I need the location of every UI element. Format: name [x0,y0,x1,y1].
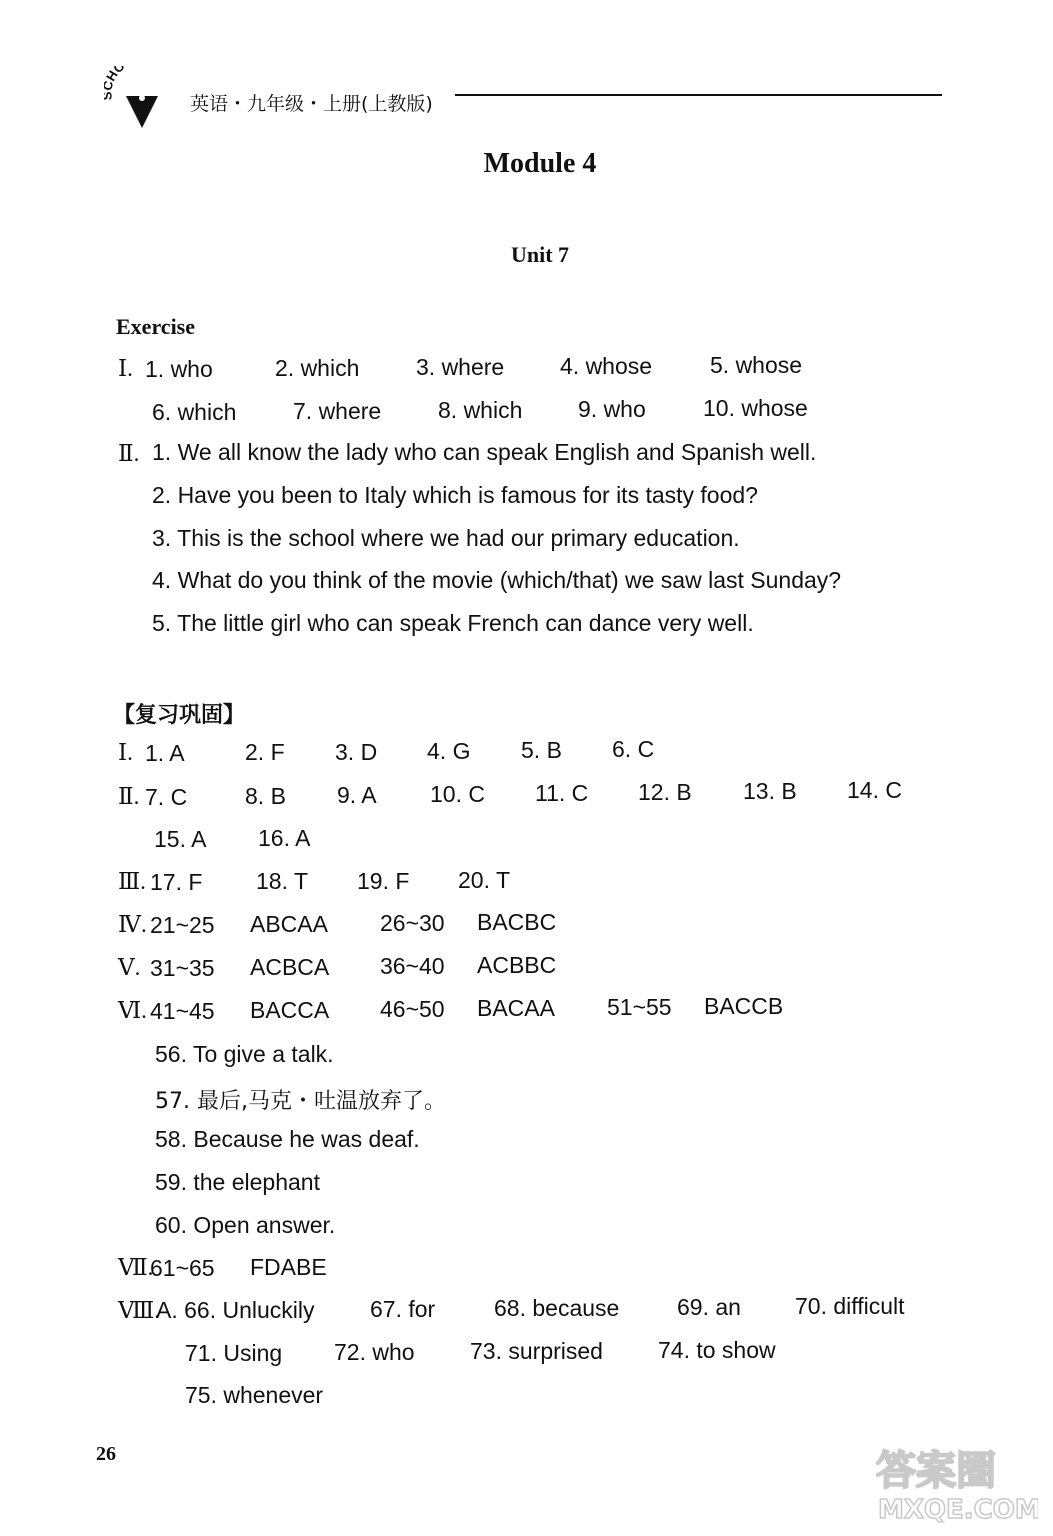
review-answer: 75. whenever [185,1382,324,1408]
review-answer: 14. C [847,777,902,803]
review-answer: ABCAA [250,911,328,937]
review-answer: ACBCA [250,954,330,980]
exercise-sentence: 1. We all know the lady who can speak English and Spanish well. [152,439,817,465]
exercise-part1-numeral: Ⅰ. [118,356,133,381]
review-answer: 72. who [334,1339,415,1365]
exercise-sentence: 2. Have you been to Italy which is famous for its tasty food? [152,482,758,508]
review-answer: 7. C [145,784,188,810]
exercise-answer: 7. where [293,398,382,424]
review-part6-numeral: Ⅵ. [118,998,147,1023]
review-range: 26~30 [380,910,445,936]
review-written-answer: 59. the elephant [155,1169,320,1195]
review-part2-numeral: Ⅱ. [118,784,140,809]
review-answer: ACBBC [477,952,557,978]
review-answer: 73. surprised [470,1338,603,1364]
svg-text:SCHOOL [104,66,143,101]
review-written-answer: 60. Open answer. [155,1212,336,1238]
exercise-part2-numeral: Ⅱ. [118,441,140,466]
review-answer: 1. A [145,740,185,766]
review-part3-numeral: Ⅲ. [118,869,146,894]
review-answer: 70. difficult [795,1293,905,1319]
review-answer: 5. B [521,737,562,763]
exercise-answer: 8. which [438,397,523,423]
watermark-top: 答案圈 [876,1448,996,1494]
review-written-answer: 57. 最后,马克・吐温放弃了。 [155,1089,446,1114]
review-answer: 67. for [370,1296,436,1322]
review-answer: 8. B [245,783,286,809]
review-answer: 2. F [245,739,285,765]
review-answer: 16. A [258,825,311,851]
review-answer: A. 66. Unluckily [156,1297,315,1323]
review-answer: 9. A [337,782,377,808]
review-answer: 71. Using [185,1340,283,1366]
review-part5-numeral: Ⅴ. [118,955,141,980]
review-range: 41~45 [150,998,215,1024]
review-part8-numeral: Ⅷ. [118,1298,160,1323]
exercise-answer: 2. which [275,355,360,381]
review-answer: 6. C [612,736,655,762]
review-answer: BACCA [250,997,330,1023]
review-range: 36~40 [380,953,445,979]
review-part1-numeral: Ⅰ. [118,740,133,765]
module-title: Module 4 [483,148,597,179]
review-answer: 10. C [430,781,485,807]
school-logo-icon [104,66,182,132]
review-part4-numeral: Ⅳ. [118,912,147,937]
review-answer: 11. C [535,780,589,806]
review-answer: 13. B [743,778,797,804]
exercise-answer: 5. whose [710,352,803,378]
review-answer: FDABE [250,1254,327,1280]
exercise-answer: 3. where [416,354,505,380]
review-range: 51~55 [607,994,672,1020]
logo-text: HO [104,66,128,84]
review-written-answer: 58. Because he was deaf. [155,1126,420,1152]
review-answer: 68. because [494,1295,620,1321]
review-answer: 12. B [638,779,692,805]
review-answer: 3. D [335,739,378,765]
exercise-answer: 1. who [145,356,213,382]
review-answer: 19. F [357,868,410,894]
page-number: 26 [96,1443,116,1465]
exercise-sentence: 4. What do you think of the movie (which/that) we saw last Sunday? [152,567,842,593]
review-title: 【复习巩固】 [113,703,246,728]
review-answer: 18. T [256,868,308,894]
review-answer: 15. A [154,826,207,852]
review-answer: 74. to show [658,1337,776,1363]
review-answer: 69. an [677,1294,741,1320]
review-written-answer: 56. To give a talk. [155,1041,334,1067]
review-answer: 20. T [458,867,510,893]
unit-title: Unit 7 [510,242,570,267]
header-title: 英语・九年级・上册(上教版) [190,93,433,115]
review-range: 46~50 [380,996,445,1022]
review-range: 31~35 [150,955,215,981]
exercise-sentence: 3. This is the school where we had our primary education. [152,525,740,551]
review-range: 61~65 [150,1255,215,1281]
watermark [868,1438,1038,1526]
review-answer: BACAA [477,995,555,1021]
exercise-title: Exercise [116,314,196,339]
review-answer: 17. F [150,869,203,895]
watermark-bottom: MXQE.COM [878,1495,1038,1525]
header-rule [455,94,942,96]
exercise-answer: 9. who [578,396,646,422]
exercise-sentence: 5. The little girl who can speak French can dance very well. [152,610,754,636]
review-answer: BACCB [704,993,784,1019]
review-range: 21~25 [150,912,215,938]
exercise-answer: 6. which [152,399,237,425]
exercise-answer: 10. whose [703,395,808,421]
review-answer: 4. G [427,738,471,764]
review-part7-numeral: Ⅶ. [118,1255,154,1280]
review-answer: BACBC [477,909,557,935]
exercise-answer: 4. whose [560,353,653,379]
